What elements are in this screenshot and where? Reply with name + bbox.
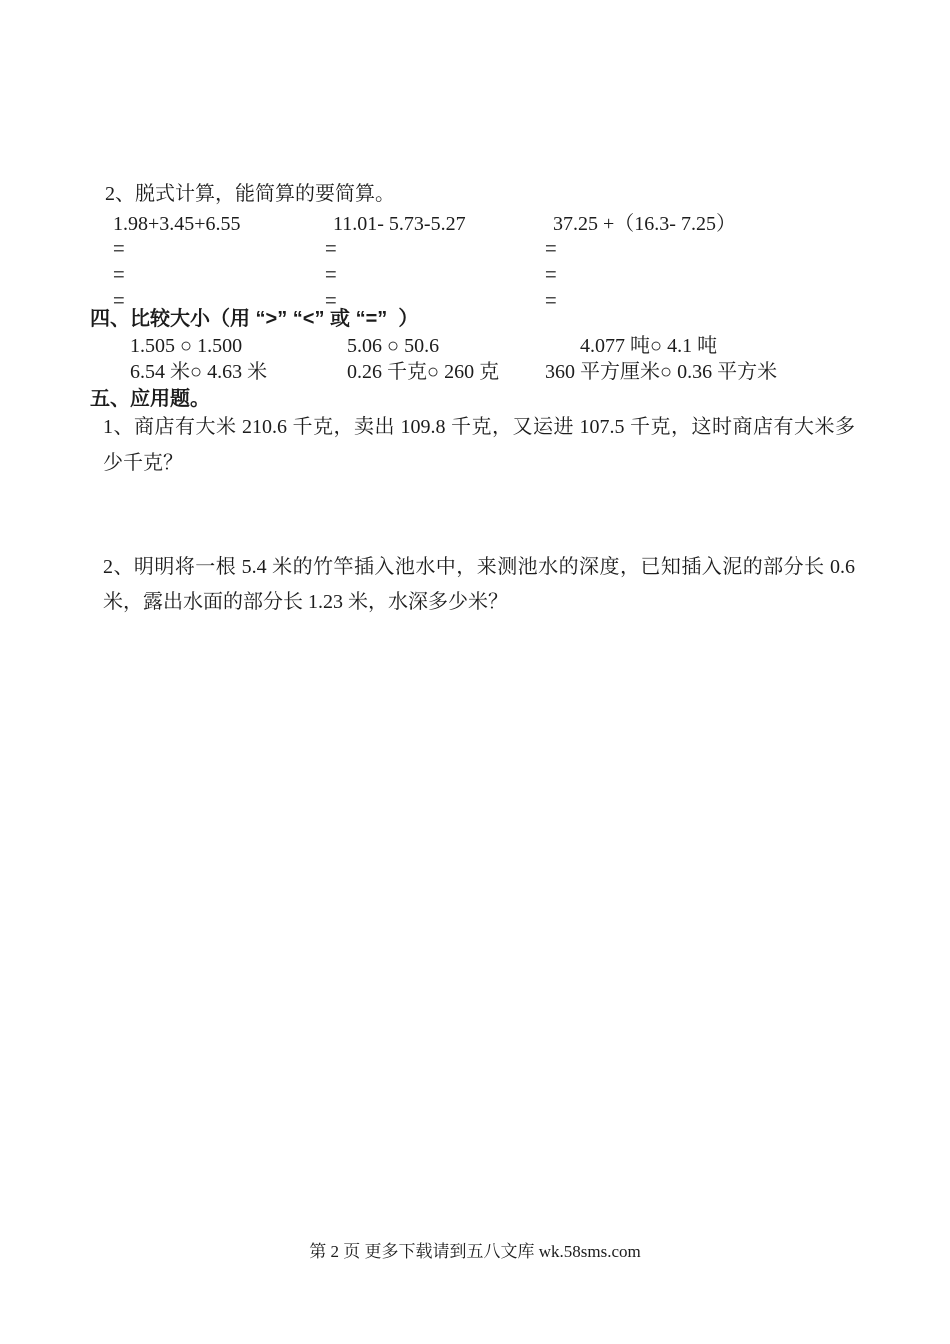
equals-placeholder: = (113, 264, 125, 286)
equals-placeholder: = (325, 290, 337, 312)
equals-placeholder: = (325, 264, 337, 286)
calc-expression-1: 1.98+3.45+6.55 (113, 213, 241, 235)
equals-placeholder: = (545, 238, 557, 260)
calc-expression-2: 11.01- 5.73-5.27 (333, 213, 466, 235)
page-footer-watermark: 第 2 页 更多下载请到五八文库 wk.58sms.com (309, 1242, 641, 1261)
compare-item: 6.54 米○ 4.63 米 (130, 361, 268, 383)
word-problem-1-line-1: 1、商店有大米 210.6 千克，卖出 109.8 千克，又运进 107.5 千克，这时商店有大米多 (103, 416, 855, 438)
compare-item: 360 平方厘米○ 0.36 平方米 (545, 361, 778, 383)
compare-item: 4.077 吨○ 4.1 吨 (580, 335, 718, 357)
word-problem-1-line-2: 少千克？ (103, 452, 183, 474)
section-compare-heading: 四、比较大小（用 “>” “<” 或 “=” ） (90, 308, 419, 330)
word-problem-2-line-1: 2、明明将一根 5.4 米的竹竿插入池水中，来测池水的深度，已知插入泥的部分长 0.6 (103, 556, 855, 578)
compare-item: 5.06 ○ 50.6 (347, 335, 440, 357)
word-problem-2-line-2: 米，露出水面的部分长 1.23 米，水深多少米？ (103, 591, 508, 613)
compare-item: 0.26 千克○ 260 克 (347, 361, 500, 383)
compare-item: 1.505 ○ 1.500 (130, 335, 243, 357)
equals-placeholder: = (325, 238, 337, 260)
equals-placeholder: = (545, 264, 557, 286)
equals-placeholder: = (545, 290, 557, 312)
equals-placeholder: = (113, 238, 125, 260)
section-calc-heading: 2、脱式计算，能简算的要简算。 (105, 183, 395, 205)
equals-placeholder: = (113, 290, 125, 312)
calc-expression-3: 37.25 +（16.3- 7.25） (553, 213, 736, 235)
section-word-heading: 五、应用题。 (90, 388, 210, 410)
